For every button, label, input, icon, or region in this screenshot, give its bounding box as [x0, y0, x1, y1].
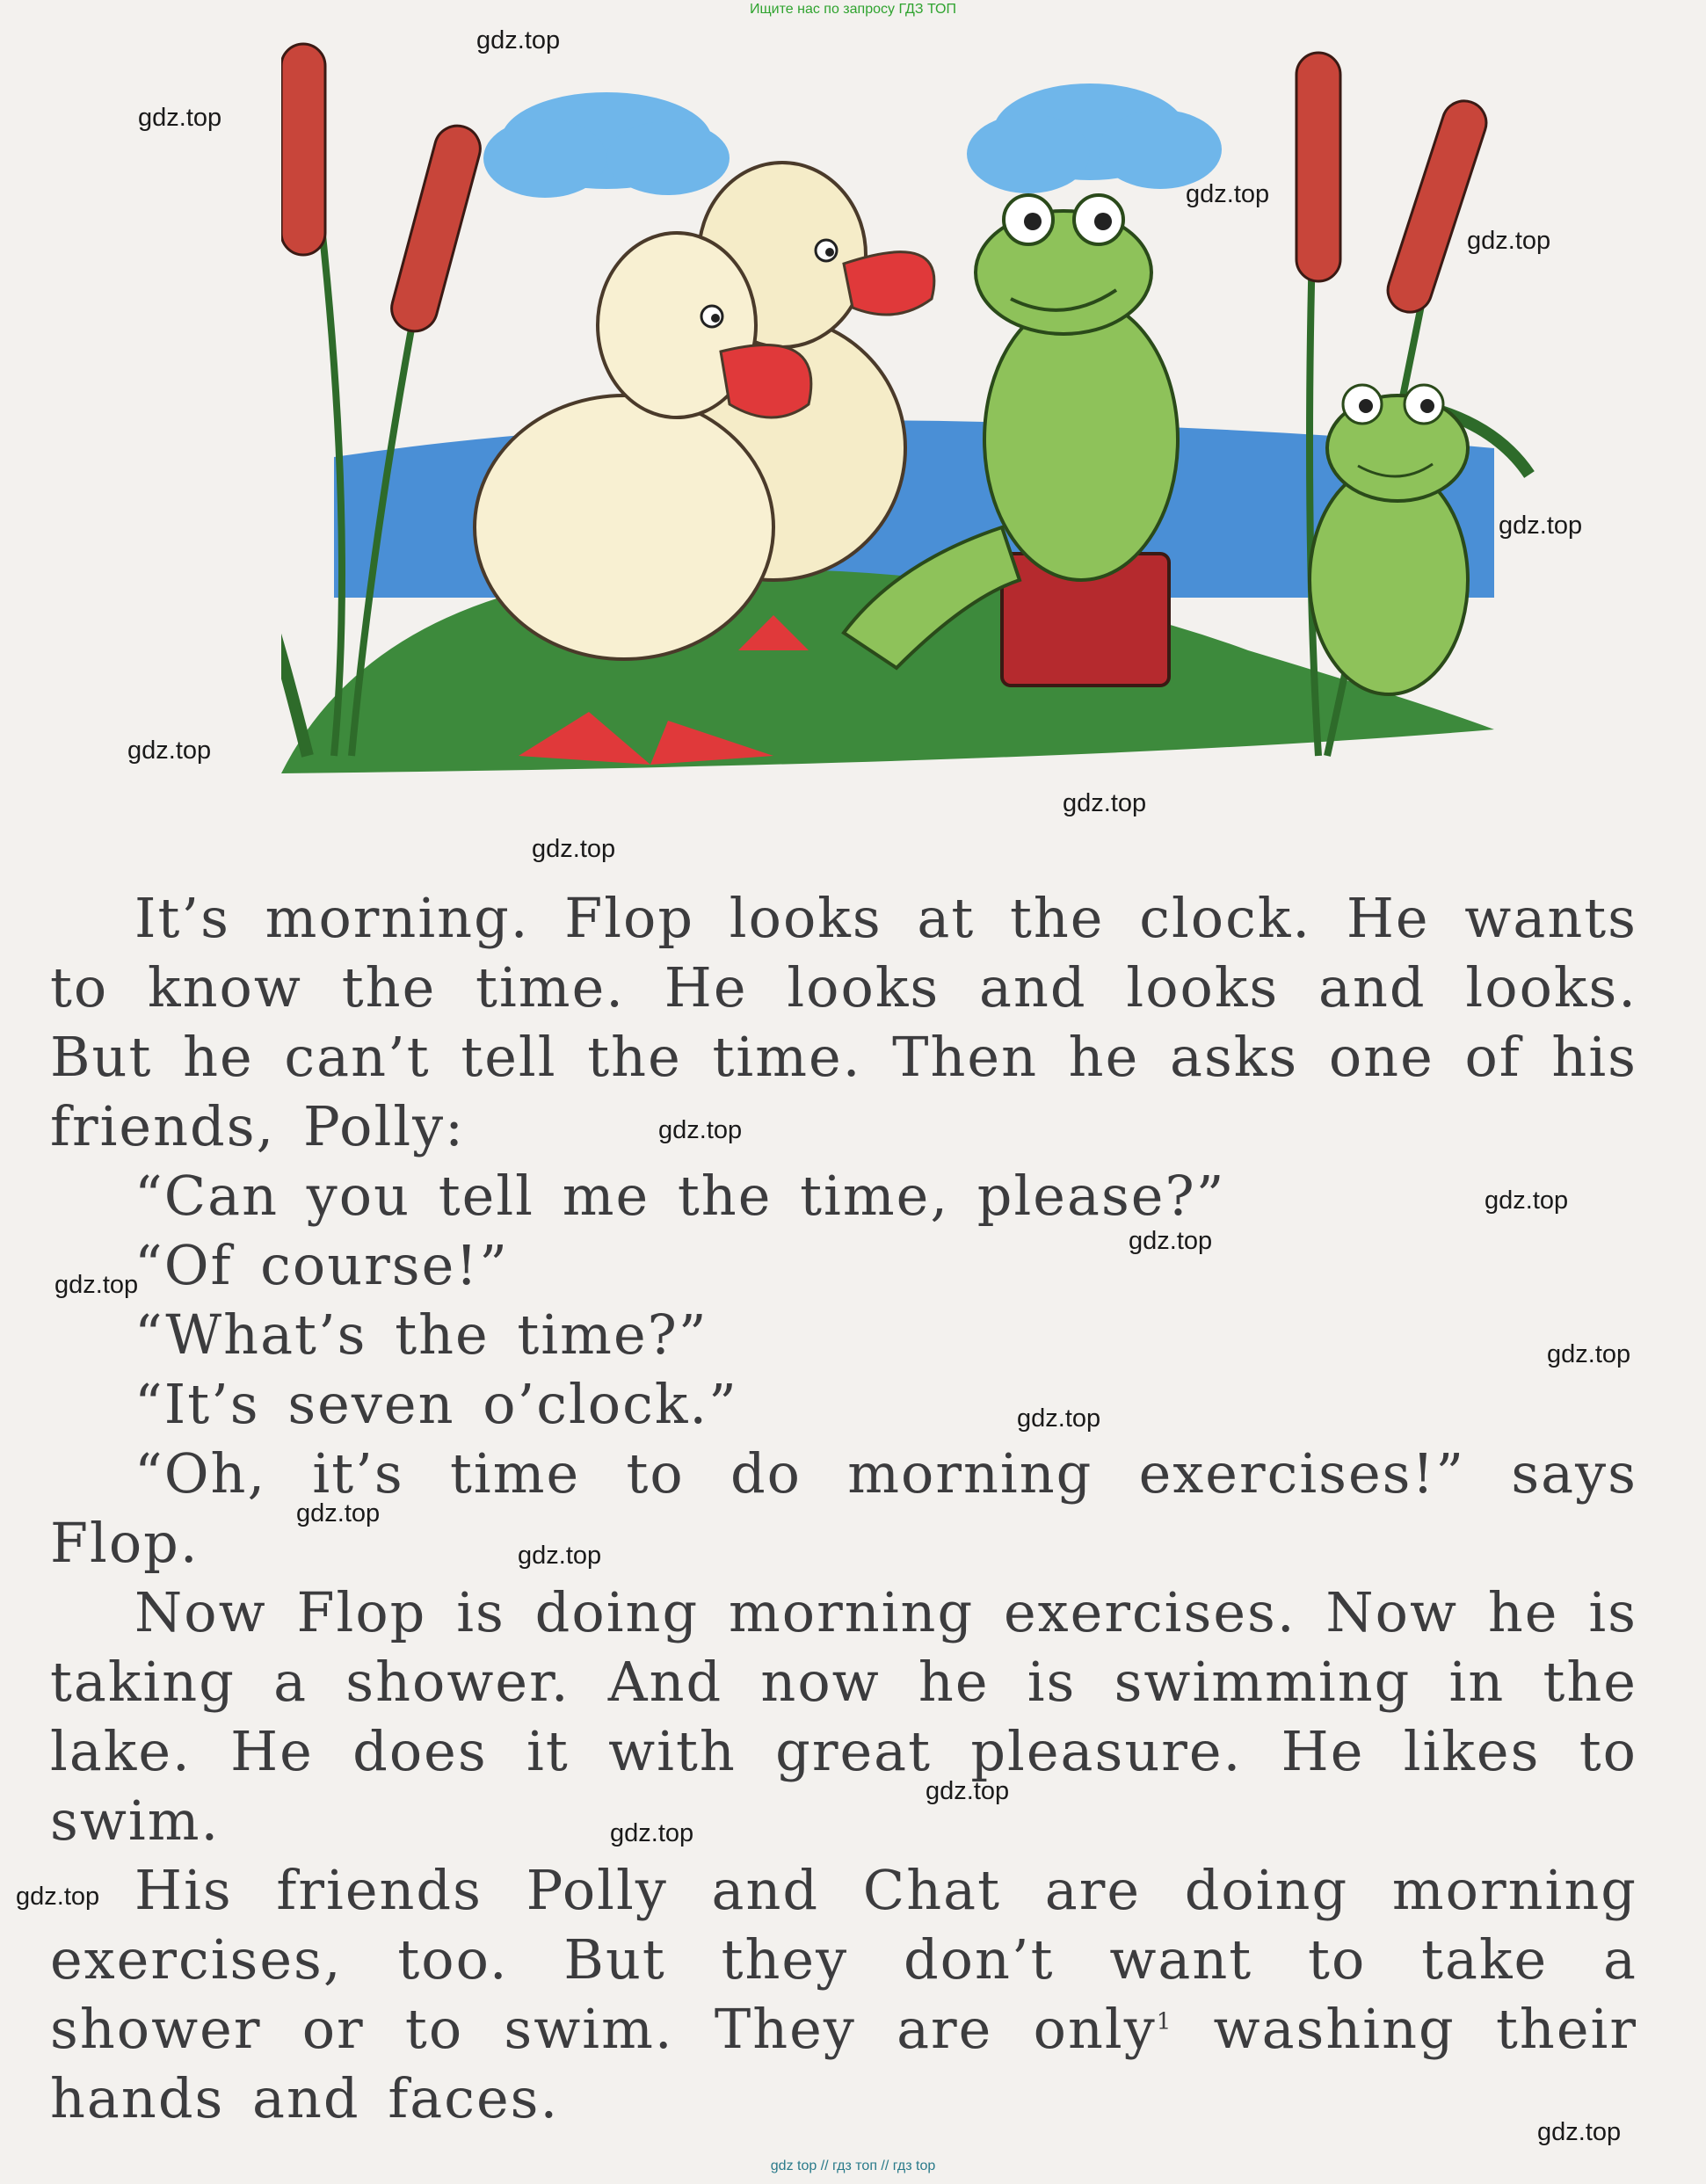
story-paragraph: “Of course!”	[134, 1233, 509, 1297]
watermark: gdz.top	[658, 1116, 743, 1144]
story-paragraph: “Oh, it’s time to do morning exercises!” says Flop.	[50, 1441, 1637, 1575]
watermark: gdz.top	[476, 26, 561, 54]
watermark: gdz.top	[138, 104, 222, 132]
watermark: gdz.top	[127, 736, 212, 765]
watermark: gdz.top	[532, 835, 616, 863]
watermark: gdz.top	[54, 1271, 139, 1299]
story-paragraph: “It’s seven o’clock.”	[134, 1372, 738, 1436]
frog-small	[1310, 385, 1468, 694]
story-paragraph: Now Flop is doing morning exercises. Now he is taking a shower. And now he is swimming in the lake. He does it with great pleasure. He likes to swim.	[50, 1580, 1637, 1853]
watermark: gdz.top	[296, 1499, 381, 1527]
story-paragraph: It’s morning. Flop looks at the clock. He wants to know the time. He looks and looks and looks. But he can’t tell the time. Then he asks one of his friends, Polly:	[50, 886, 1637, 1158]
watermark: gdz.top	[926, 1777, 1010, 1805]
watermark: gdz.top	[1129, 1227, 1213, 1255]
watermark: gdz.top	[610, 1819, 694, 1847]
watermark: gdz.top	[1547, 1340, 1631, 1368]
cloud-right	[967, 83, 1222, 193]
bottom-banner: gdz top // гдз топ // гдз top	[770, 2159, 936, 2173]
watermark: gdz.top	[1499, 512, 1583, 540]
watermark: gdz.top	[1063, 789, 1147, 817]
footnote-mark: 1	[1156, 2008, 1173, 2035]
story-paragraph: “Can you tell me the time, please?”	[134, 1164, 1226, 1228]
cloud-left	[483, 92, 730, 198]
watermark: gdz.top	[1485, 1186, 1569, 1215]
story-text-fragment: washing their hands and faces.	[50, 1997, 1637, 2130]
story-paragraph: “What’s the time?”	[134, 1302, 708, 1367]
watermark: gdz.top	[1017, 1404, 1101, 1433]
top-banner: Ищите нас по запросу ГДЗ ТОП	[750, 2, 956, 17]
watermark: gdz.top	[1467, 227, 1551, 255]
watermark: gdz.top	[1537, 2118, 1622, 2146]
story-illustration	[281, 35, 1547, 791]
watermark: gdz.top	[518, 1542, 602, 1570]
story-paragraph-last	[50, 1855, 1637, 2133]
watermark: gdz.top	[1186, 180, 1270, 208]
story-text-fragment: His friends Polly and Chat are doing morning exercises, too. But they don’t want to take a shower or to swim. They are only	[50, 1858, 1637, 2061]
watermark: gdz.top	[16, 1883, 100, 1911]
story-text	[50, 883, 1637, 2133]
